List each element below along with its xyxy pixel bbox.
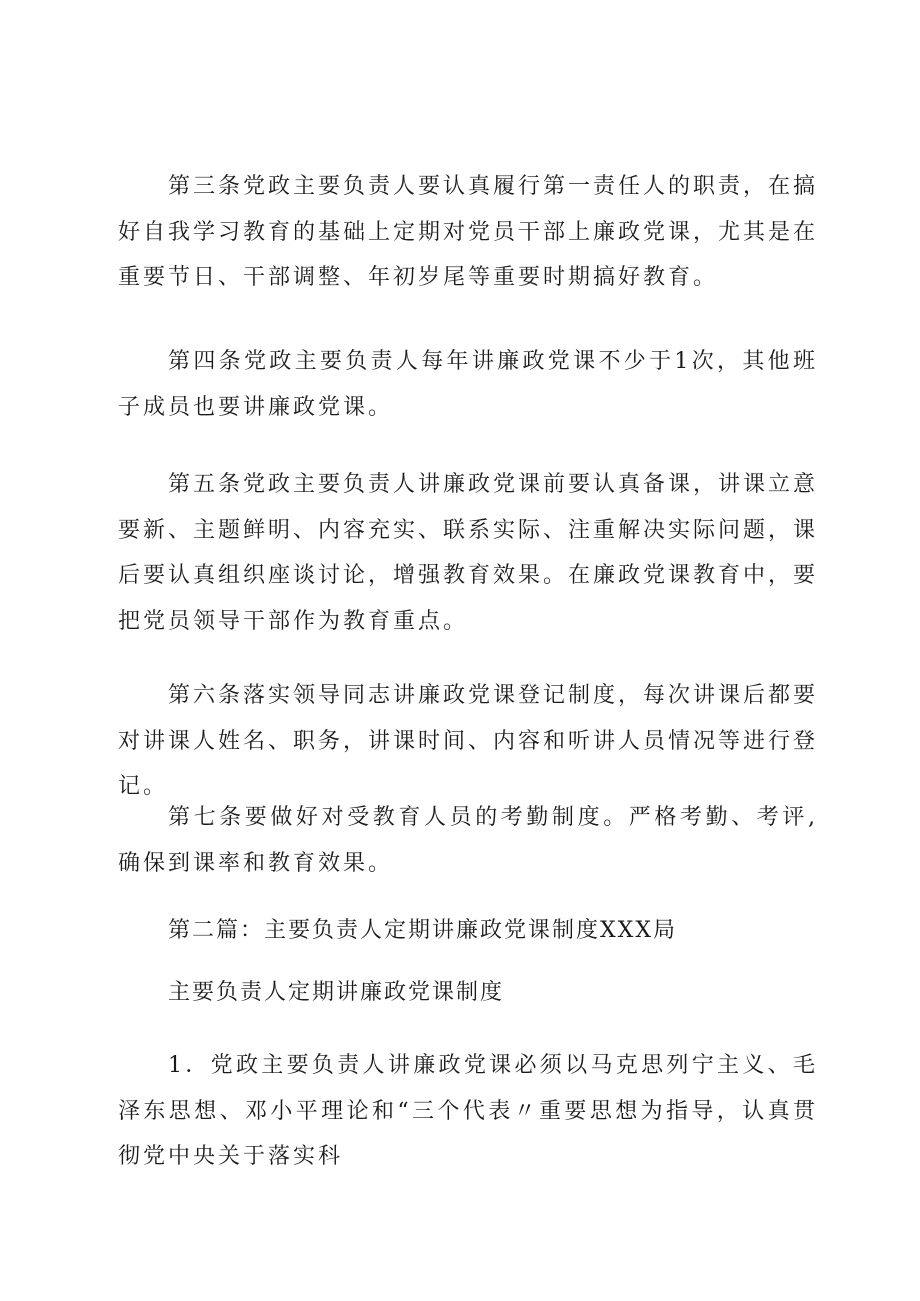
paragraph-article-7: 第七条要做好对受教育人员的考勤制度。严格考勤、考评,确保到课率和教育效果。	[118, 805, 818, 876]
section-heading-part-2: 第二篇：主要负责人定期讲廉政党课制度XXX局	[168, 918, 677, 943]
paragraph-article-6: 第六条落实领导同志讲廉政党课登记制度，每次讲课后都要对讲课人姓名、职务，讲课时间、内容和听讲人员情况等进行登记。	[118, 683, 819, 799]
paragraph-article-3: 第三条党政主要负责人要认真履行第一责任人的职责，在搞好自我学习教育的基础上定期对党员干部上廉政党课，尤其是在重要节日、干部调整、年初岁尾等重要时期搞好教育。	[118, 174, 819, 290]
paragraph-article-5: 第五条党政主要负责人讲廉政党课前要认真备课，讲课立意要新、主题鲜明、内容充实、联系实际、注重解决实际问题，课后要认真组织座谈讨论，增强教育效果。在廉政党课教育中，要把党员领导干部作为教育重点。	[118, 472, 819, 634]
paragraph-item-1: 1．党政主要负责人讲廉政党课必须以马克思列宁主义、毛泽东思想、邓小平理论和“三个代表〃重要思想为指导，认真贯彻党中央关于落实科	[118, 1053, 818, 1169]
document-subtitle: 主要负责人定期讲廉政党课制度	[168, 980, 505, 1005]
paragraph-article-4: 第四条党政主要负责人每年讲廉政党课不少于1次，其他班子成员也要讲廉政党课。	[118, 349, 818, 420]
